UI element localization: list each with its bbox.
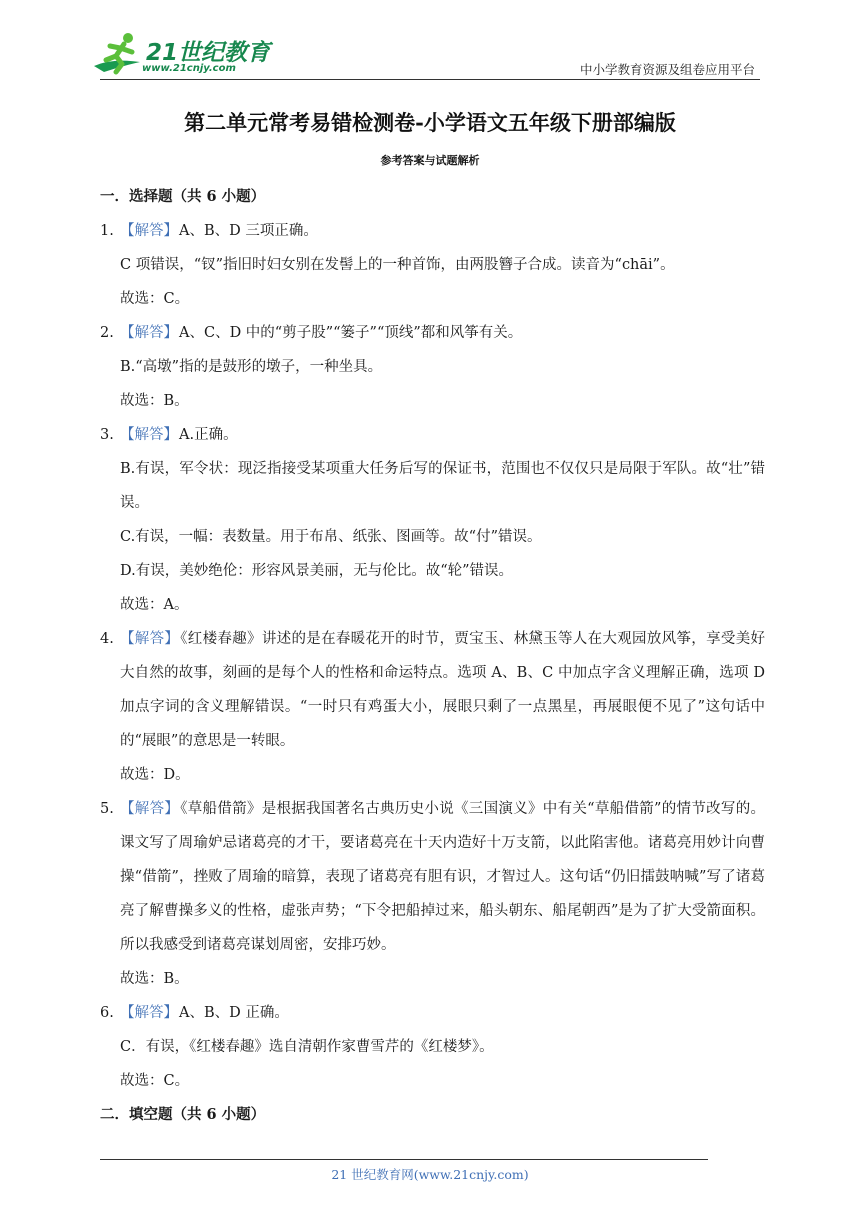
page-title: 第二单元常考易错检测卷-小学语文五年级下册部编版 <box>184 110 676 135</box>
explanation-line: B.“高墩”指的是鼓形的墩子，一种坐具。 <box>120 359 383 375</box>
item-number: 3. <box>100 427 114 443</box>
answer-tag: 【解答】 <box>120 1005 178 1021</box>
answer-text: 《红楼春趣》讲述的是在春暖花开的时节，贾宝玉、林黛玉等人在大观园放风筝，享受美好大自然的故事，刻画的是每个人的性格和命运特点。选项 A、B、C 中加点字含义理解正确，选项 D 加点字词的含义理解错误。“一时只有鸡蛋大小，展眼只剩了一点黑星，再展眼便不见了”这句话中的“展眼”的意思是一转眼。 <box>120 631 765 749</box>
explanation-line: C．有误，《红楼春趣》选自清朝作家曹雪芹的《红楼梦》。 <box>120 1039 494 1055</box>
item-text <box>120 792 765 962</box>
footer-divider <box>100 1159 708 1160</box>
answer-item <box>100 792 765 962</box>
item-number: 6. <box>100 1005 114 1021</box>
answer-item <box>100 214 765 248</box>
logo-url: www.21cnjy.com <box>142 63 236 74</box>
answer-tag: 【解答】 <box>120 325 178 341</box>
section-heading: 二．填空题（共 6 小题） <box>100 1106 266 1123</box>
logo-text: 21世纪教育 <box>146 40 271 66</box>
answer-tag: 【解答】 <box>120 427 178 443</box>
answer-item <box>100 316 765 350</box>
answer-tag: 【解答】 <box>120 631 180 647</box>
answer-tag: 【解答】 <box>120 223 178 239</box>
item-text <box>120 996 765 1030</box>
item-number: 1. <box>100 223 114 239</box>
footer-link[interactable]: 21 世纪教育网(www.21cnjy.com) <box>331 1167 529 1182</box>
choice-line: 故选：D。 <box>120 767 190 783</box>
item-number: 4. <box>100 631 114 647</box>
answer-item <box>100 996 765 1030</box>
answer-item <box>100 418 765 452</box>
page-header <box>0 0 860 80</box>
explanation-line: C 项错误，“钗”指旧时妇女别在发髻上的一种首饰，由两股簪子合成。读音为“chāi”。 <box>120 257 675 273</box>
choice-line: 故选：C。 <box>120 291 190 307</box>
answer-text: A、C、D 中的“剪子股”“篓子”“顶线”都和风筝有关。 <box>179 325 523 341</box>
logo <box>92 30 271 78</box>
section-heading: 一．选择题（共 6 小题） <box>100 188 266 205</box>
answer-text: 《草船借箭》是根据我国著名古典历史小说《三国演义》中有关“草船借箭”的情节改写的。课文写了周瑜妒忌诸葛亮的才干，要诸葛亮在十天内造好十万支箭，以此陷害他。诸葛亮用妙计向曹操“借箭”，挫败了周瑜的暗算，表现了诸葛亮有胆有识，才智过人。这句话“仍旧擂鼓呐喊”写了诸葛亮了解曹操多义的性格，虚张声势；“下令把船掉过来，船头朝东、船尾朝西”是为了扩大受箭面积。所以我感受到诸葛亮谋划周密，安排巧妙。 <box>120 801 766 953</box>
answer-item <box>100 622 765 758</box>
header-divider <box>100 79 760 80</box>
answer-tag: 【解答】 <box>120 801 180 817</box>
item-text <box>120 622 765 758</box>
answer-body <box>100 180 765 1132</box>
choice-line: 故选：C。 <box>120 1073 190 1089</box>
item-text <box>120 418 765 452</box>
explanation-line: D.有误，美妙绝伦：形容风景美丽，无与伦比。故“轮”错误。 <box>120 563 514 579</box>
explanation-line: B.有误，军令状：现泛指接受某项重大任务后写的保证书，范围也不仅仅只是局限于军队。故“壮”错误。 <box>120 461 765 511</box>
choice-line: 故选：B。 <box>120 971 189 987</box>
item-number: 2. <box>100 325 114 341</box>
choice-line: 故选：A。 <box>120 597 189 613</box>
platform-name: 中小学教育资源及组卷应用平台 <box>579 62 755 77</box>
answer-text: A、B、D 正确。 <box>179 1005 289 1021</box>
page-subtitle: 参考答案与试题解析 <box>380 154 480 167</box>
item-text <box>120 214 765 248</box>
choice-line: 故选：B。 <box>120 393 189 409</box>
answer-text: A、B、D 三项正确。 <box>179 223 318 239</box>
item-number: 5. <box>100 801 114 817</box>
answer-text: A.正确。 <box>179 427 238 443</box>
item-text <box>120 316 765 350</box>
explanation-line: C.有误，一幅：表数量。用于布帛、纸张、图画等。故“付”错误。 <box>120 529 542 545</box>
